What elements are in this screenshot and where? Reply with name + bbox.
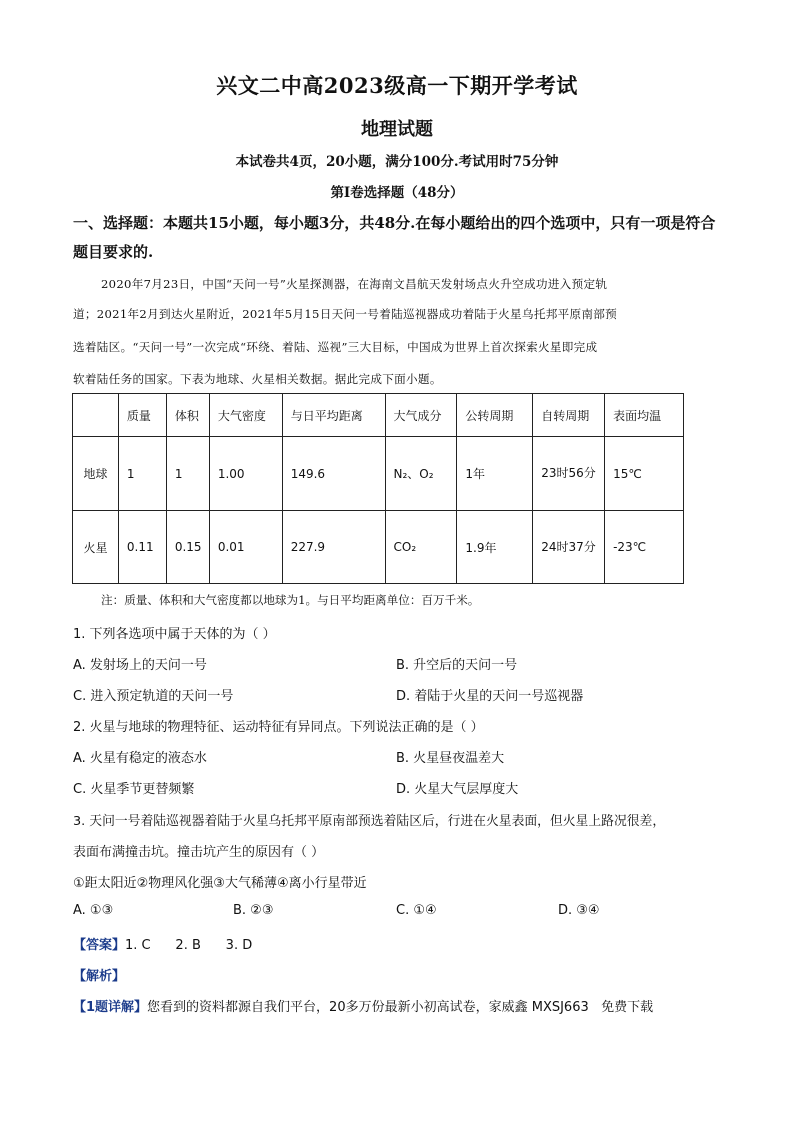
- question-3-option-c: C. ①④: [396, 903, 437, 918]
- material-line-3: 选着陆区。“天问一号”一次完成“环绕、着陆、巡视”三大目标，中国成为世界上首次探索火星即完成: [73, 340, 598, 354]
- part-heading: 第Ⅰ卷选择题（48分）: [330, 185, 464, 201]
- exam-title: 兴文二中高2023级高一下期开学考试: [216, 73, 578, 98]
- analysis-tag: 【解析】: [73, 969, 126, 984]
- detail-line: [73, 996, 653, 1015]
- question-2-option-c: C. 火星季节更替频繁: [73, 782, 195, 797]
- table-row: [73, 437, 684, 511]
- material-line-4: 软着陆任务的国家。下表为地球、火星相关数据。据此完成下面小题。: [73, 372, 442, 386]
- table-cell: 火星: [73, 511, 119, 584]
- table-header-cell: 自转周期: [533, 394, 605, 437]
- table-cell: -23℃: [605, 511, 684, 584]
- question-1-option-d: D. 着陆于火星的天问一号巡视器: [396, 689, 584, 704]
- section-heading: 一、选择题：本题共15小题，每小题3分，共48分.在每小题给出的四个选项中，只有一项是符合题目要求的.: [73, 214, 716, 261]
- question-1-option-c: C. 进入预定轨道的天问一号: [73, 689, 234, 704]
- question-3-option-b: B. ②③: [233, 903, 274, 918]
- table-header-row: [73, 394, 684, 437]
- question-2-option-b: B. 火星昼夜温差大: [396, 751, 505, 766]
- table-cell: N₂、O₂: [385, 437, 457, 511]
- table-row: [73, 511, 684, 584]
- table-cell: 0.01: [209, 511, 282, 584]
- table-cell: 149.6: [282, 437, 385, 511]
- table-cell: 1: [118, 437, 166, 511]
- question-1-stem: 1. 下列各选项中属于天体的为（ ）: [73, 627, 276, 642]
- table-note: 注：质量、体积和大气密度都以地球为1。与日平均距离单位：百万千米。: [101, 593, 480, 607]
- question-2-option-a: A. 火星有稳定的液态水: [73, 751, 207, 766]
- table-cell: 0.15: [166, 511, 209, 584]
- detail-tag: 【1题详解】: [73, 1000, 148, 1015]
- answer-line: [73, 934, 252, 953]
- table-header-cell: 表面均温: [605, 394, 684, 437]
- table-cell: 24时37分: [533, 511, 605, 584]
- table-cell: 23时56分: [533, 437, 605, 511]
- question-3-statements: ①距太阳近②物理风化强③大气稀薄④离小行星带近: [73, 876, 367, 891]
- answer-tag: 【答案】: [73, 938, 126, 953]
- table-cell: 1.9年: [457, 511, 533, 584]
- table-cell: 1.00: [209, 437, 282, 511]
- question-3-stem-line-1: 3. 天问一号着陆巡视器着陆于火星乌托邦平原南部预选着陆区后，行进在火星表面，但火星上路况很差，: [73, 814, 666, 829]
- table-cell: 15℃: [605, 437, 684, 511]
- table-header-cell: 质量: [118, 394, 166, 437]
- question-3-option-d: D. ③④: [558, 903, 600, 918]
- table-header-cell: 与日平均距离: [282, 394, 385, 437]
- table-cell: 227.9: [282, 511, 385, 584]
- table-cell: CO₂: [385, 511, 457, 584]
- question-2-stem: 2. 火星与地球的物理特征、运动特征有异同点。下列说法正确的是（ ）: [73, 720, 484, 735]
- question-3-option-a: A. ①③: [73, 903, 114, 918]
- question-1-option-a: A. 发射场上的天问一号: [73, 658, 207, 673]
- table-cell: 1年: [457, 437, 533, 511]
- subject-title: 地理试题: [361, 119, 433, 140]
- table-cell: 1: [166, 437, 209, 511]
- detail-text: 您看到的资料都源自我们平台，20多万份最新小初高试卷，家威鑫 MXSJ663 免费下载: [147, 1000, 654, 1015]
- question-3-stem-line-2: 表面布满撞击坑。撞击坑产生的原因有（ ）: [73, 845, 325, 860]
- table-header-cell: 大气成分: [385, 394, 457, 437]
- exam-info: 本试卷共4页，20小题，满分100分.考试用时75分钟: [235, 154, 559, 170]
- table-header-cell: 公转周期: [457, 394, 533, 437]
- table-cell: 0.11: [118, 511, 166, 584]
- table-header-cell: [73, 394, 119, 437]
- answer-text: 1. C 2. B 3. D: [125, 938, 253, 953]
- question-2-option-d: D. 火星大气层厚度大: [396, 782, 519, 797]
- table-header-cell: 体积: [166, 394, 209, 437]
- planet-data-table: [72, 393, 684, 584]
- material-line-1: 2020年7月23日，中国“天问一号”火星探测器，在海南文昌航天发射场点火升空成功进入预定轨: [101, 277, 608, 291]
- table-cell: 地球: [73, 437, 119, 511]
- question-1-option-b: B. 升空后的天问一号: [396, 658, 518, 673]
- material-line-2: 道；2021年2月到达火星附近，2021年5月15日天问一号着陆巡视器成功着陆于火星乌托邦平原南部预: [73, 307, 618, 321]
- table-header-cell: 大气密度: [209, 394, 282, 437]
